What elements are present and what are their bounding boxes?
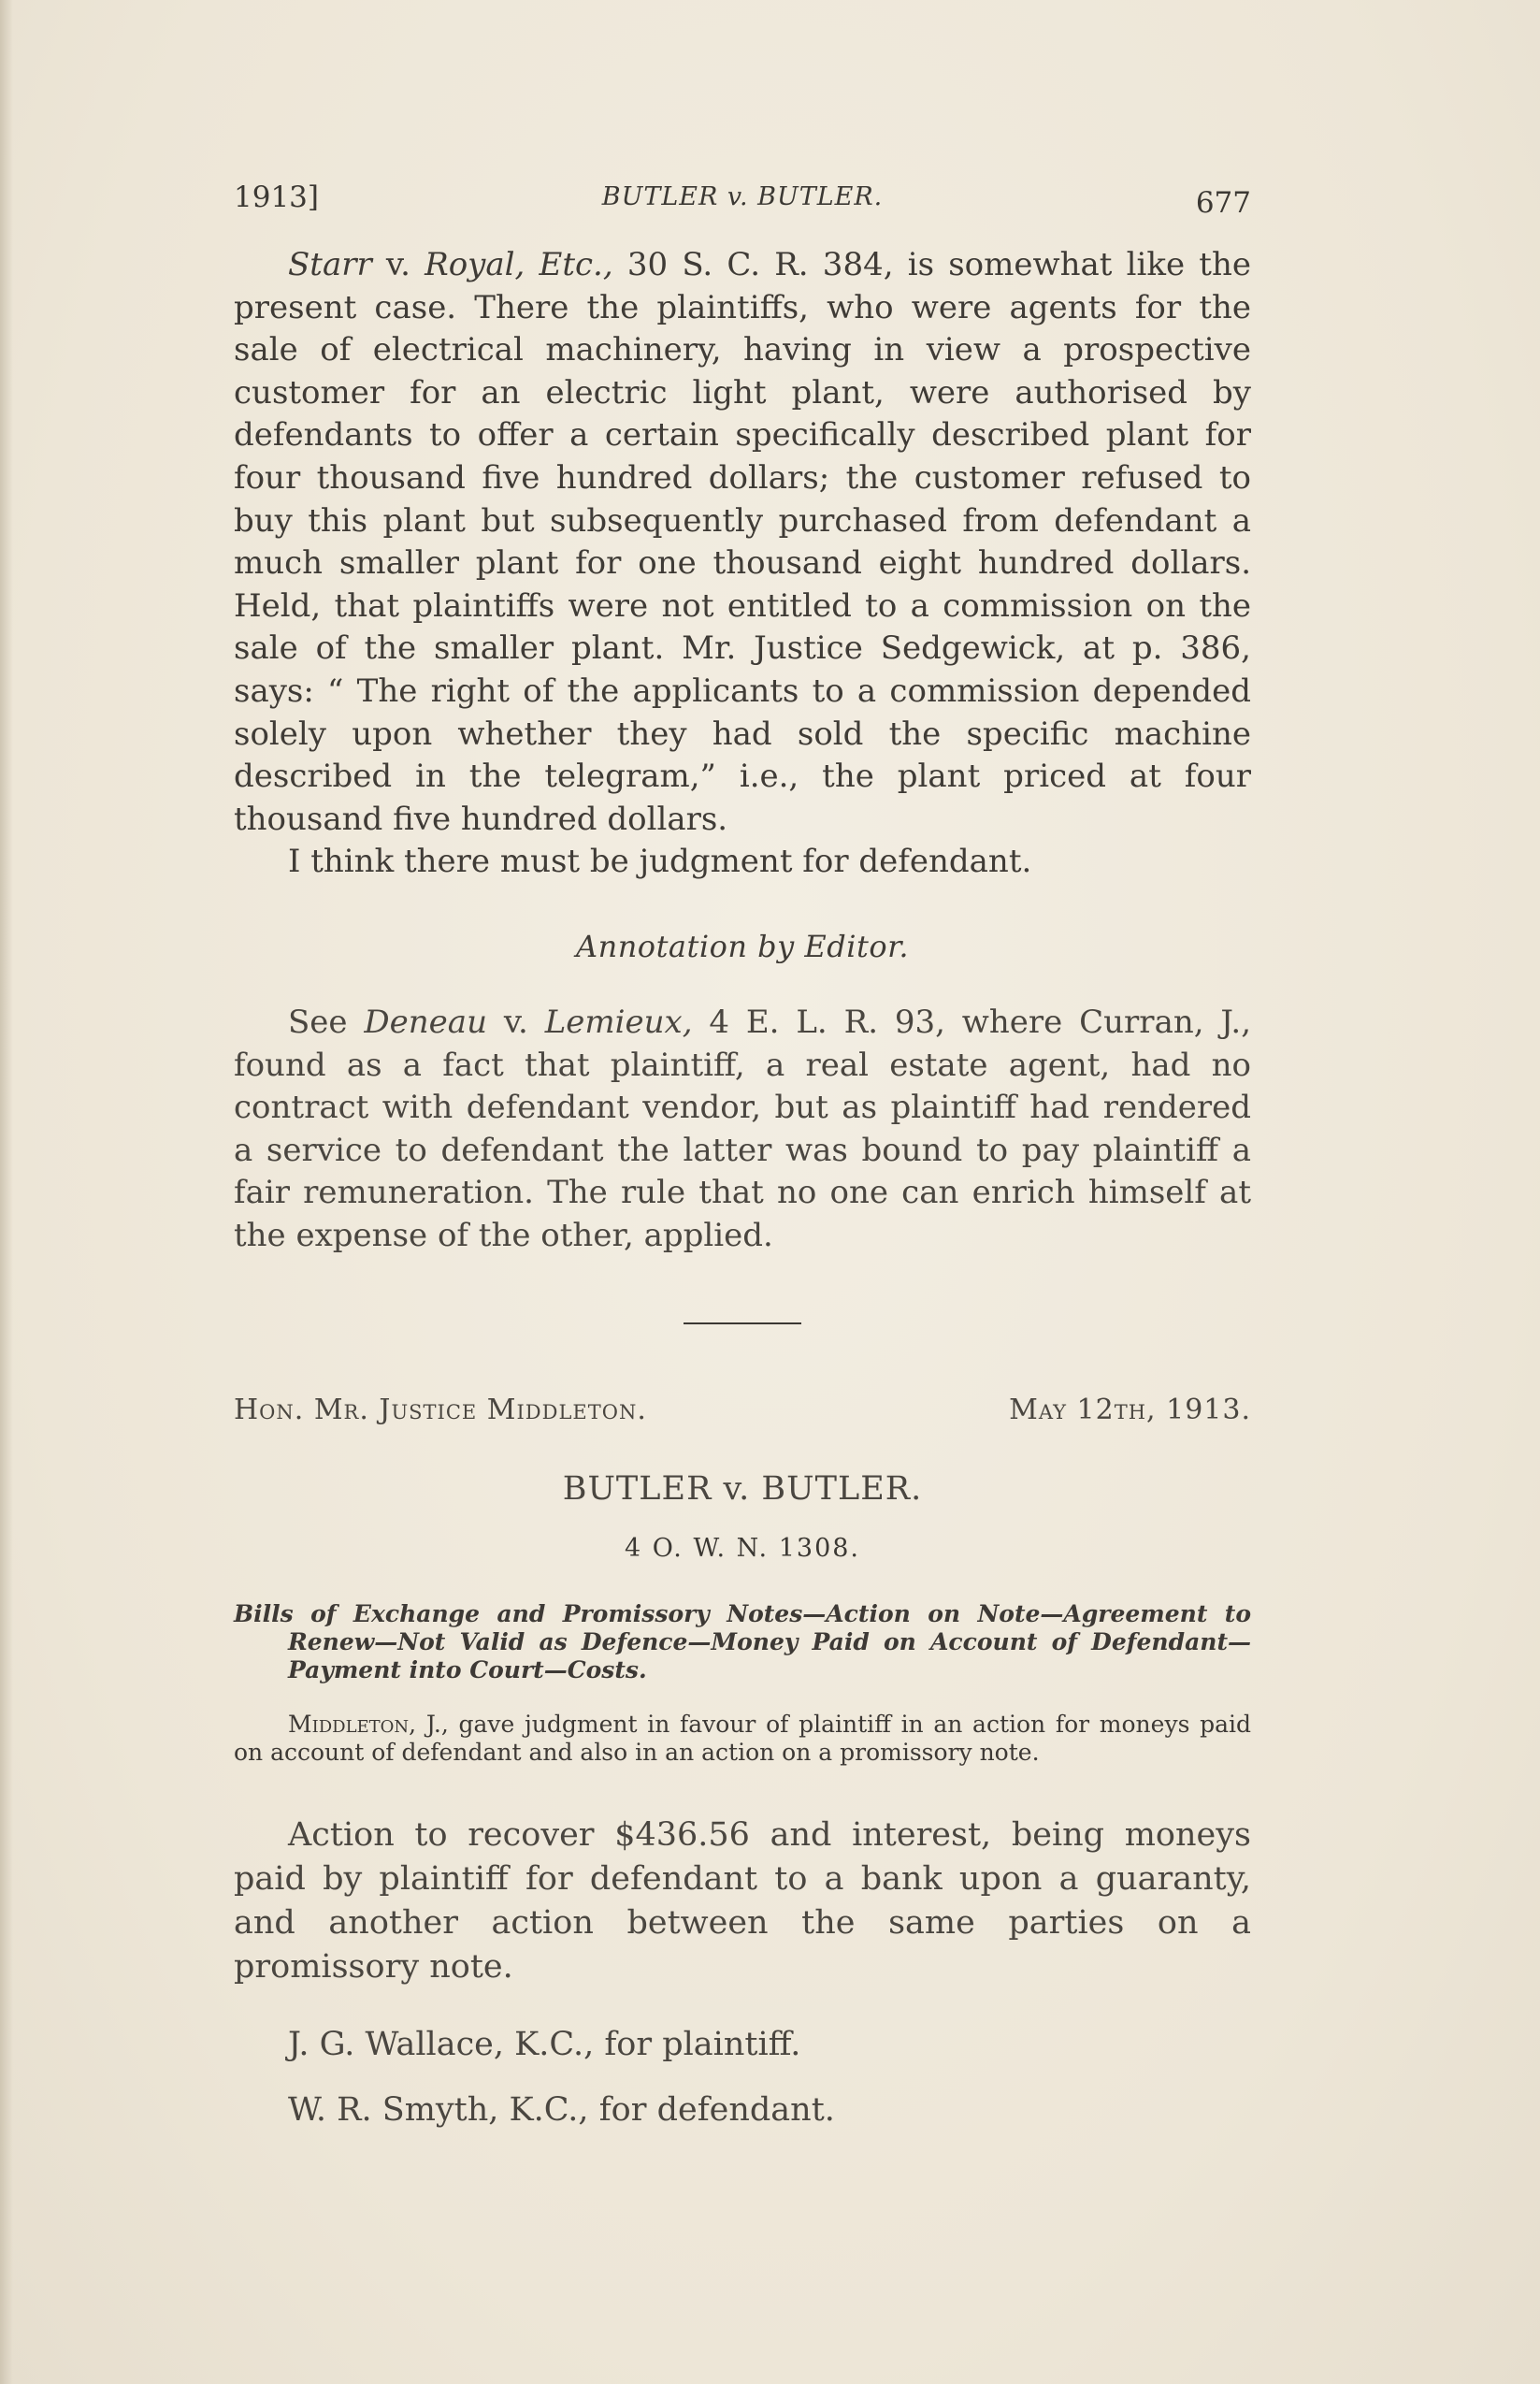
judge-date-line: [234, 1394, 1251, 1435]
versus: v.: [371, 246, 425, 283]
decision-date: May 12th, 1913.: [1009, 1394, 1251, 1427]
case-name-lemieux: Lemieux,: [544, 1003, 693, 1041]
summary-judge: Middleton, J.,: [288, 1711, 449, 1739]
header-year: 1913]: [234, 181, 319, 214]
counsel-plaintiff: J. G. Wallace, K.C., for plaintiff.: [288, 2026, 801, 2064]
summary-text: gave judgment in favour of plaintiff in an action for moneys paid on account of defendant and also in an action on a promissory note.: [234, 1711, 1251, 1767]
section-divider: [684, 1322, 801, 1324]
running-header: [234, 173, 1251, 220]
annotation-see: See: [288, 1003, 365, 1041]
case-citation: 4 O. W. N. 1308.: [624, 1534, 861, 1564]
annotation-versus: v.: [486, 1003, 545, 1041]
annotation-text: 4 E. L. R. 93, where Curran, J., found as a fact that plaintiff, a real estate agent, had no contract with defendant vendor, but as plaintiff had rendered a service to defendant the latter was bound to pay plaintiff a fair remuneration. The rule that no one can enrich himself at the expense of the other, applied.: [234, 1003, 1252, 1254]
case-name-deneau: Deneau: [364, 1003, 487, 1041]
counsel-defendant: W. R. Smyth, K.C., for defendant.: [288, 2091, 835, 2130]
headnote: Bills of Exchange and Promissory Notes—Action on Note—Agreement to Renew—Not Valid as Defence—Money Paid on Account of Defendant—Payment into Court—Costs.: [234, 1600, 1251, 1684]
judge-name: Hon. Mr. Justice Middleton.: [234, 1394, 647, 1427]
annotation-title: Annotation by Editor.: [575, 928, 910, 964]
case-name-starr: Starr: [288, 246, 372, 283]
paragraph-starr-v-royal: [234, 244, 1251, 841]
case-title: BUTLER v. BUTLER.: [562, 1470, 923, 1509]
header-title: BUTLER v. BUTLER.: [601, 182, 884, 211]
page-edge-shadow: [0, 0, 13, 2384]
case-summary: [234, 1711, 1251, 1767]
paragraph-judgment: I think there must be judgment for defendant.: [288, 843, 1032, 881]
text-column: [234, 173, 1251, 2132]
paragraph-starr-text: 30 S. C. R. 384, is somewhat like the present case. There the plaintiffs, who were agents for the sale of electrical machinery, having in view a prospective customer for an electric light plant, were authorised by defendants to offer a certain specifically described plant for four thousand five hundred dollars; the customer refused to buy this plant but subsequently purchased from defendant a much smaller plant for one thousand eight hundred dollars. Held, that plaintiffs were not entitled to a commission on the sale of the smaller plant. Mr. Justice Sedgewick, at p. 386, says: “ The right of the applicants to a commission depended solely upon whether they had sold the specific machine described in the telegram,” i.e., the plant priced at four thousand five hundred dollars.: [234, 246, 1251, 838]
header-page-number: 677: [1195, 186, 1251, 220]
paragraph-annotation: [234, 1002, 1251, 1258]
paragraph-action: Action to recover $436.56 and interest, being moneys paid by plaintiff for defendant to a bank upon a guaranty, and another action between the same parties on a promissory note.: [234, 1816, 1251, 1987]
case-name-royal: Royal, Etc.,: [425, 246, 613, 283]
